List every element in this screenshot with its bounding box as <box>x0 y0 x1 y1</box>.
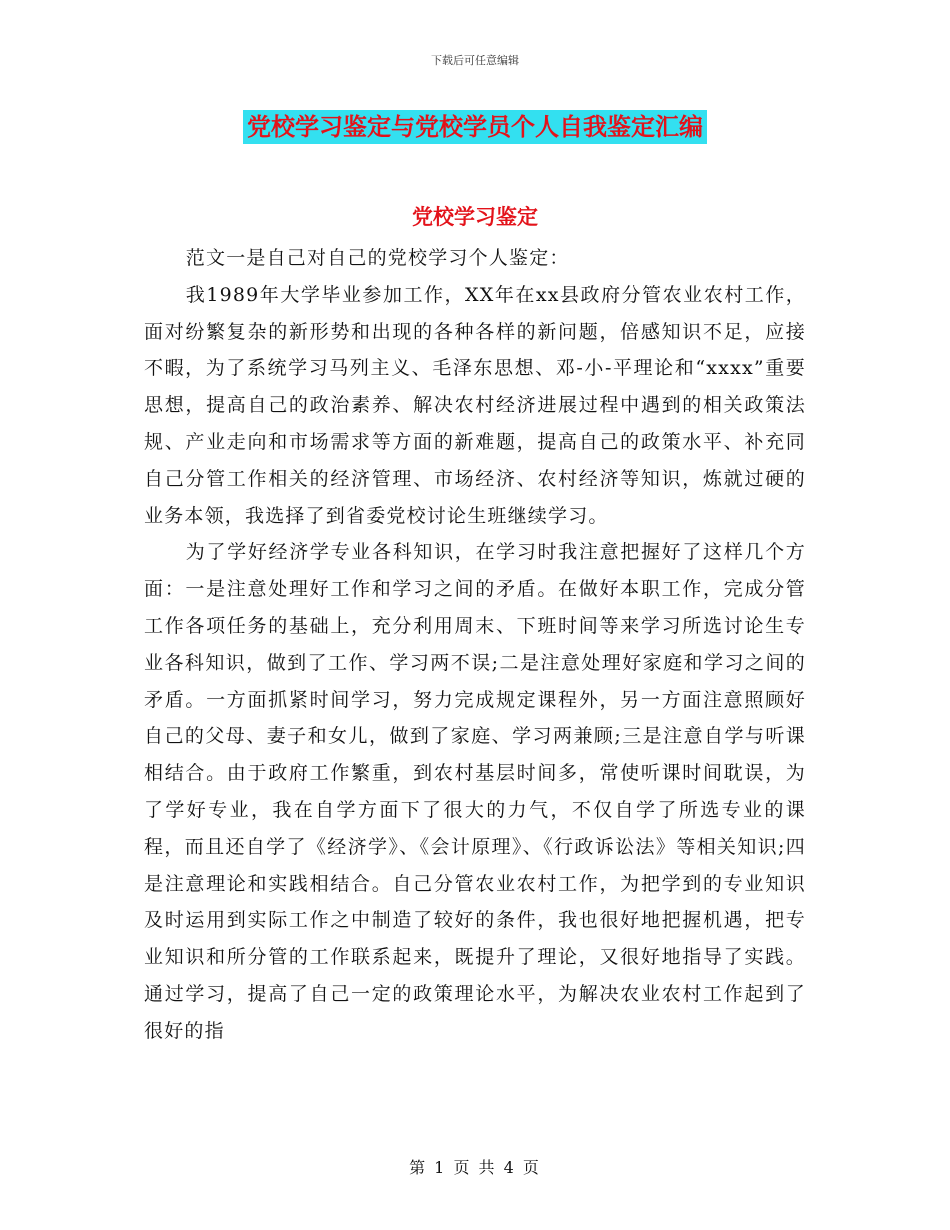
page-footer-number: 第 1 页 共 4 页 <box>409 1158 541 1177</box>
document-title <box>0 110 950 144</box>
page-header-note: 下载后可任意编辑 <box>431 54 519 67</box>
paragraph: 我1989年大学毕业参加工作，XX年在xx县政府分管农业农村工作，面对纷繁复杂的新形势和出现的各种各样的新问题，倍感知识不足，应接不暇，为了系统学习马列主义、毛泽东思想、邓-小-平理论和“xxxx”重要思想，提高自己的政治素养、解决农村经济进展过程中遇到的相关政策法规、产业走向和市场需求等方面的新难题，提高自己的政策水平、补充同自己分管工作相关的经济管理、市场经济、农村经济等知识，炼就过硬的业务本领，我选择了到省委党校讨论生班继续学习。 <box>144 283 806 527</box>
paragraph: 范文一是自己对自己的党校学习个人鉴定： <box>185 247 570 269</box>
document-body <box>144 240 806 1050</box>
paragraph: 为了学好经济学专业各科知识，在学习时我注意把握好了这样几个方面：一是注意处理好工作和学习之间的矛盾。在做好本职工作，完成分管工作各项任务的基础上，充分利用周末、下班时间等来学习所选讨论生专业各科知识，做到了工作、学习两不误;二是注意处理好家庭和学习之间的矛盾。一方面抓紧时间学习，努力完成规定课程外，另一方面注意照顾好自己的父母、妻子和女儿，做到了家庭、学习两兼顾;三是注意自学与听课相结合。由于政府工作繁重，到农村基层时间多，常使听课时间耽误，为了学好专业，我在自学方面下了很大的力气，不仅自学了所选专业的课程，而且还自学了《经济学》、《会计原理》、《行政诉讼法》等相关知识;四是注意理论和实践相结合。自己分管农业农村工作，为把学到的专业知识及时运用到实际工作之中制造了较好的条件，我也很好地把握机遇，把专业知识和所分管的工作联系起来，既提升了理论，又很好地指导了实践。 通过学习，提高了自己一定的政策理论水平，为解决农业农村工作起到了很好的指 <box>144 541 806 1042</box>
document-title-text: 党校学习鉴定与党校学员个人自我鉴定汇编 <box>243 110 707 144</box>
section-title: 党校学习鉴定 <box>412 204 538 229</box>
